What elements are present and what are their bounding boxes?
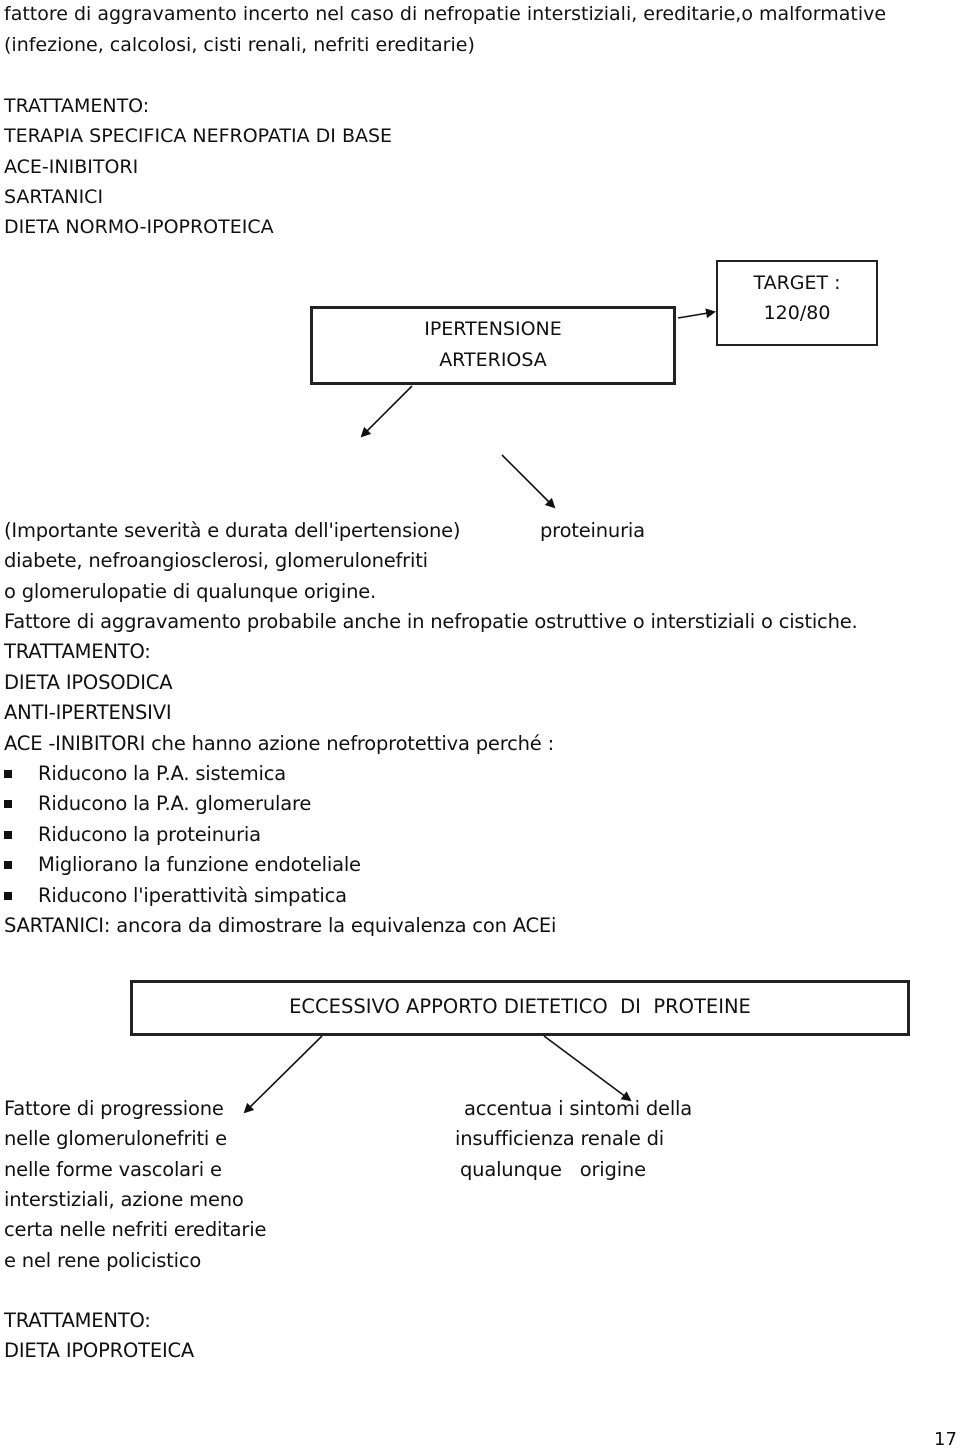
bullet-icon xyxy=(4,770,12,778)
sartanici-note: SARTANICI: ancora da dimostrare la equivalenza con ACEi xyxy=(4,914,557,937)
symptoms-line: insufficienza renale di xyxy=(455,1127,665,1150)
arrow-to-progression xyxy=(245,1036,322,1112)
bullet-item: Migliorano la funzione endoteliale xyxy=(38,853,361,876)
progression-line: certa nelle nefriti ereditarie xyxy=(4,1218,267,1241)
treatment-1-heading: TRATTAMENTO: xyxy=(4,95,150,117)
intro-line-1: fattore di aggravamento incerto nel caso di nefropatie interstiziali, ereditarie,o malformative xyxy=(4,3,887,25)
treatment-1-item: SARTANICI xyxy=(4,186,104,208)
treatment-3-heading: TRATTAMENTO: xyxy=(4,1309,151,1332)
treatment-2-heading: TRATTAMENTO: xyxy=(4,640,151,663)
progression-line: nelle glomerulonefriti e xyxy=(4,1127,227,1150)
proteinuria-label: proteinuria xyxy=(540,519,645,542)
symptoms-line: accentua i sintomi della xyxy=(464,1097,693,1120)
bullet-icon xyxy=(4,800,12,808)
target-box-line-1: TARGET : xyxy=(753,272,841,294)
treatment-3-item: DIETA IPOPROTEICA xyxy=(4,1339,195,1362)
bullet-icon xyxy=(4,892,12,900)
arrow-to-effects-left xyxy=(362,386,412,436)
target-box-line-2: 120/80 xyxy=(763,302,831,324)
bullet-item: Riducono la proteinuria xyxy=(38,823,261,846)
protein-box xyxy=(130,980,910,1036)
effects-line-1: (Importante severità e durata dell'ipertensione) xyxy=(4,519,461,542)
protein-box-label: ECCESSIVO APPORTO DIETETICO DI PROTEINE xyxy=(289,995,751,1018)
effects-line-4: Fattore di aggravamento probabile anche in nefropatie ostruttive o interstiziali o cistiche. xyxy=(4,610,858,633)
progression-line: nelle forme vascolari e xyxy=(4,1158,222,1181)
hypertension-box-line-2: ARTERIOSA xyxy=(439,349,547,371)
bullet-icon xyxy=(4,861,12,869)
arrow-to-target xyxy=(678,312,714,318)
effects-line-3: o glomerulopatie di qualunque origine. xyxy=(4,580,377,603)
arrow-to-symptoms xyxy=(544,1036,630,1100)
progression-line: e nel rene policistico xyxy=(4,1249,202,1272)
bullet-item: Riducono la P.A. glomerulare xyxy=(38,792,312,815)
page-number: 17 xyxy=(934,1429,957,1450)
treatment-1-item: TERAPIA SPECIFICA NEFROPATIA DI BASE xyxy=(4,125,393,147)
intro-line-2: (infezione, calcolosi, cisti renali, nefriti ereditarie) xyxy=(4,34,475,56)
bullet-icon xyxy=(4,831,12,839)
treatment-2-item: ANTI-IPERTENSIVI xyxy=(4,701,172,724)
hypertension-box-line-1: IPERTENSIONE xyxy=(424,318,562,340)
progression-line: Fattore di progressione xyxy=(4,1097,224,1120)
bullet-item: Riducono l'iperattività simpatica xyxy=(38,884,347,907)
bullet-item: Riducono la P.A. sistemica xyxy=(38,762,286,785)
symptoms-line: qualunque origine xyxy=(460,1158,646,1181)
treatment-2-item: ACE -INIBITORI che hanno azione nefroprotettiva perché : xyxy=(4,732,554,755)
progression-line: interstiziali, azione meno xyxy=(4,1188,244,1211)
treatment-2-item: DIETA IPOSODICA xyxy=(4,671,173,694)
treatment-1-item: ACE-INIBITORI xyxy=(4,156,139,178)
effects-line-2: diabete, nefroangiosclerosi, glomerulonefriti xyxy=(4,549,428,572)
arrow-to-proteinuria xyxy=(502,455,554,507)
treatment-1-item: DIETA NORMO-IPOPROTEICA xyxy=(4,216,274,238)
